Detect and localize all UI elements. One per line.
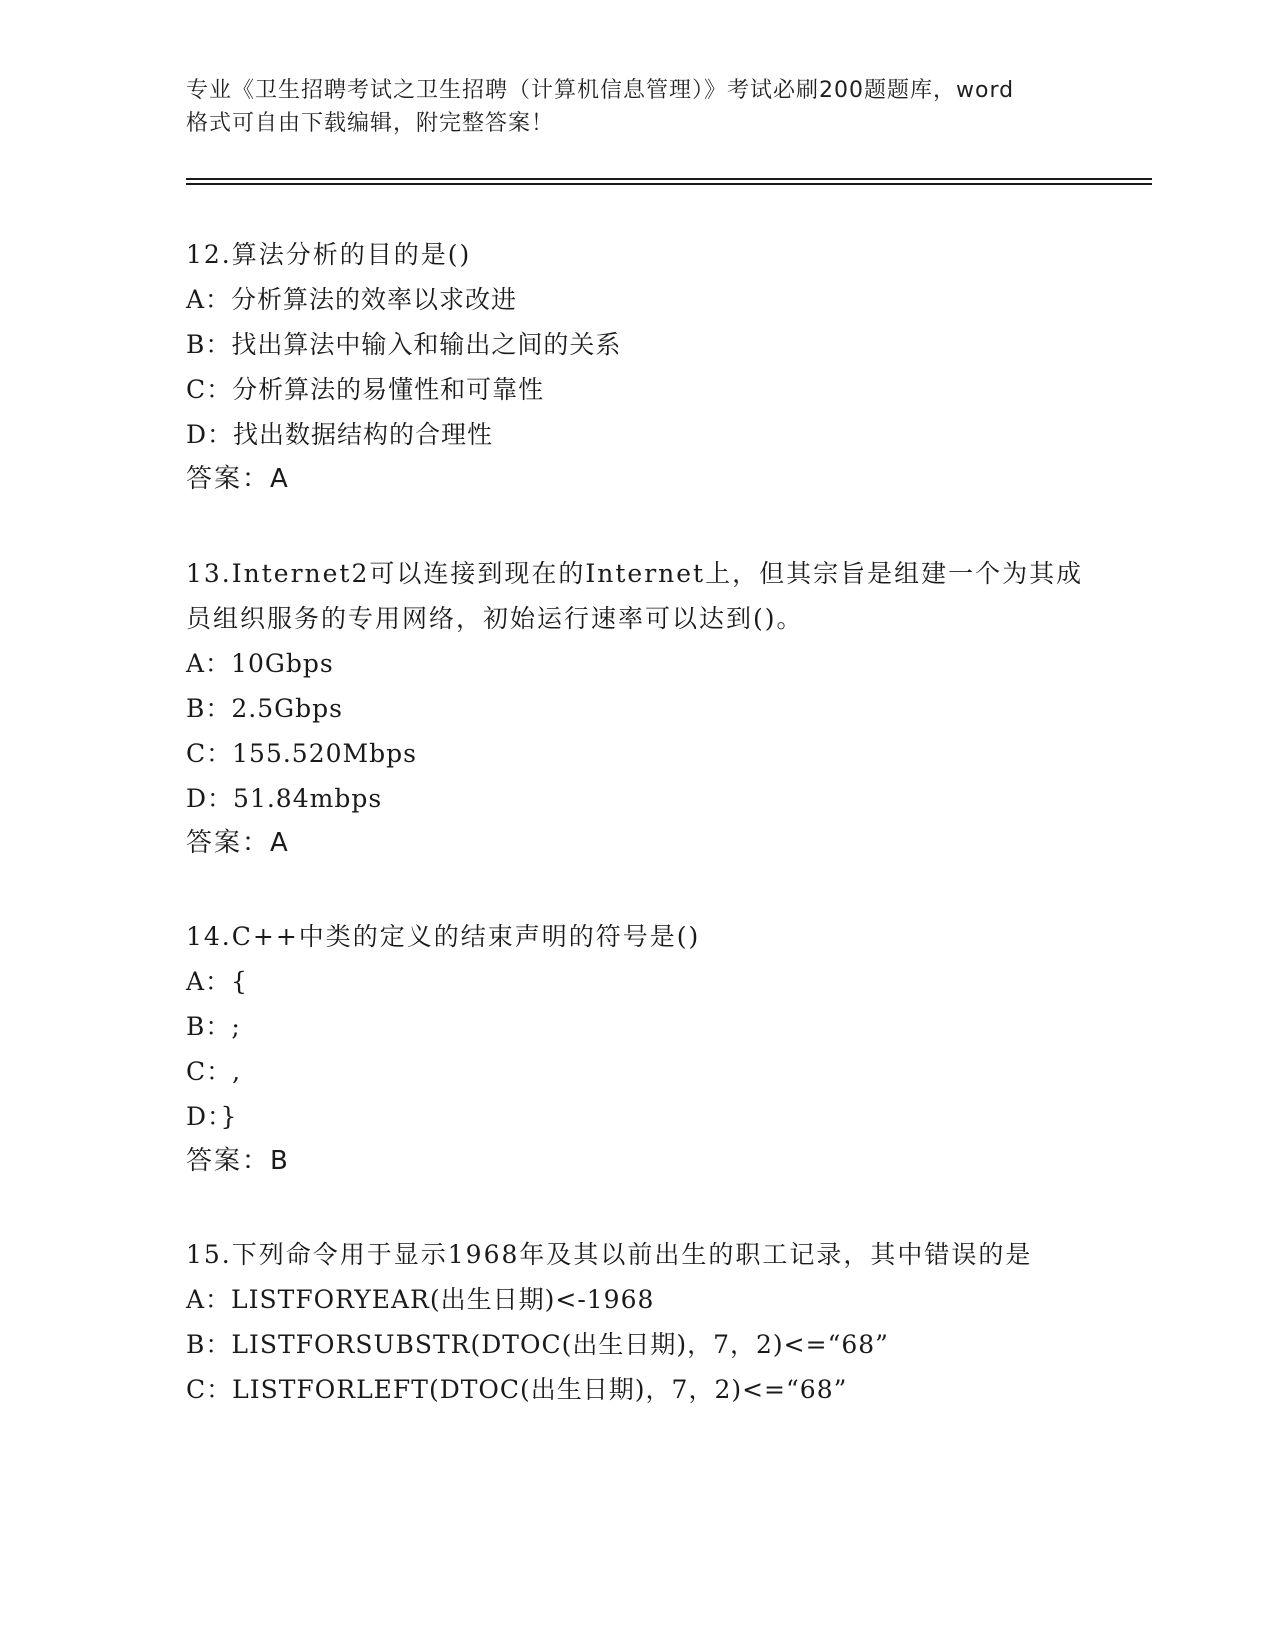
option-c: C：LISTFORLEFT(DTOC(出生日期)，7，2)<=“68” [186,1375,848,1404]
answer: 答案：B [186,1146,290,1176]
option-d: D：} [186,1102,238,1131]
option-b: B：; [186,1012,241,1041]
question-15 [186,1232,1086,1412]
answer: 答案：A [186,464,290,494]
question-text: 12.算法分析的目的是() [186,240,472,269]
option-b: B：LISTFORSUBSTR(DTOC(出生日期)，7，2)<=“68” [186,1330,889,1359]
option-c: C：分析算法的易懂性和可靠性 [186,375,545,404]
option-a: A：分析算法的效率以求改进 [186,285,518,314]
answer: 答案：A [186,828,290,858]
question-12 [186,232,1086,502]
question-text: 15.下列命令用于显示1968年及其以前出生的职工记录，其中错误的是 [186,1240,1033,1269]
question-14 [186,914,1086,1184]
question-13 [186,551,1086,866]
option-d: D：找出数据结构的合理性 [186,420,494,449]
option-a: A：10Gbps [186,649,334,678]
option-d: D：51.84mbps [186,784,383,813]
option-a: A：LISTFORYEAR(出生日期)<-1968 [186,1285,655,1314]
header-divider-top [186,178,1152,180]
header-divider-bottom [186,183,1152,185]
option-a: A：{ [186,967,248,996]
document-header [186,74,1086,140]
option-b: B：2.5Gbps [186,694,343,723]
option-b: B：找出算法中输入和输出之间的关系 [186,330,622,359]
question-text: 14.C++中类的定义的结束声明的符号是() [186,922,701,951]
header-line-1: 专业《卫生招聘考试之卫生招聘（计算机信息管理）》考试必刷200题题库，word [186,78,1015,103]
question-text: 13.Internet2可以连接到现在的Internet上，但其宗旨是组建一个为其成员组织服务的专用网络，初始运行速率可以达到()。 [186,559,1084,633]
header-line-2: 格式可自由下载编辑，附完整答案！ [186,111,555,136]
option-c: C：155.520Mbps [186,739,417,768]
option-c: C：, [186,1057,242,1086]
